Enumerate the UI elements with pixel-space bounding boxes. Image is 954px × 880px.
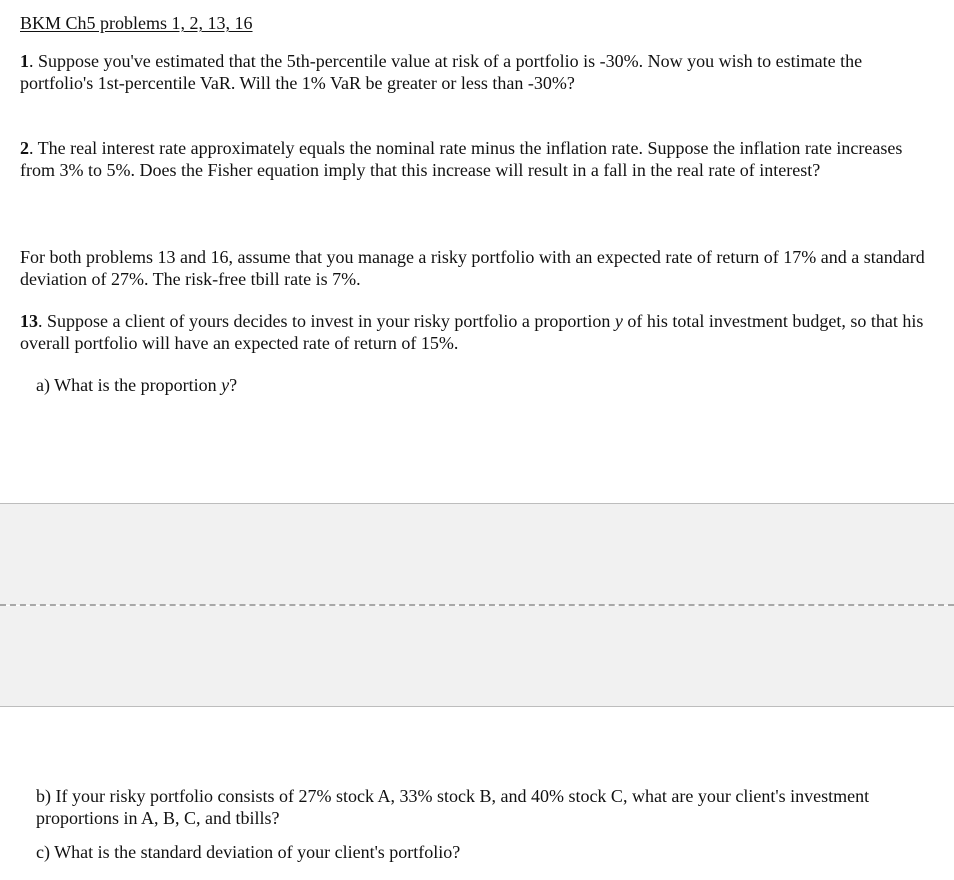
shared-assumptions: For both problems 13 and 16, assume that you manage a risky portfolio with an expected rate of return of 17% and a standard deviation of 27%. The risk-free tbill rate is 7%. — [20, 247, 925, 289]
part-a-variable: y — [221, 375, 230, 395]
part-c: c) What is the standard deviation of your client's portfolio? — [36, 842, 461, 862]
problem-2-text: . The real interest rate approximately equals the nominal rate minus the inflation rate. Suppose the inflation rate increases from 3% to 5%. Does the Fisher equation imply that this increase will result in a fall in the real rate of interest? — [20, 138, 903, 180]
problem-13-text-after: of his total investment budget, so that his overall portfolio will have an expected rate of return of 15%. — [20, 311, 924, 353]
part-a-text: a) What is the proportion — [36, 375, 222, 395]
page-title: BKM Ch5 problems 1, 2, 13, 16 — [20, 13, 253, 33]
part-a-suffix: ? — [229, 375, 238, 395]
part-a — [36, 374, 930, 396]
problem-1-text: . Suppose you've estimated that the 5th-percentile value at risk of a portfolio is -30%. Now you wish to estimate the portfolio's 1st-percentile VaR. Will the 1% VaR be greater or less than -30%? — [20, 51, 863, 93]
problem-13-variable: y — [614, 311, 623, 331]
problem-13 — [20, 310, 930, 354]
answer-area-bottom[interactable] — [0, 606, 954, 707]
problem-13-text-before: . Suppose a client of yours decides to invest in your risky portfolio a proportion — [38, 311, 615, 331]
part-b: b) If your risky portfolio consists of 27% stock A, 33% stock B, and 40% stock C, what are your client's investment proportions in A, B, C, and tbills? — [36, 786, 870, 828]
problem-13-number: 13 — [20, 311, 38, 331]
problem-2-number: 2 — [20, 138, 29, 158]
problem-2 — [20, 137, 930, 181]
answer-area-top[interactable] — [0, 503, 954, 605]
problem-1-number: 1 — [20, 51, 29, 71]
problem-1 — [20, 50, 930, 94]
